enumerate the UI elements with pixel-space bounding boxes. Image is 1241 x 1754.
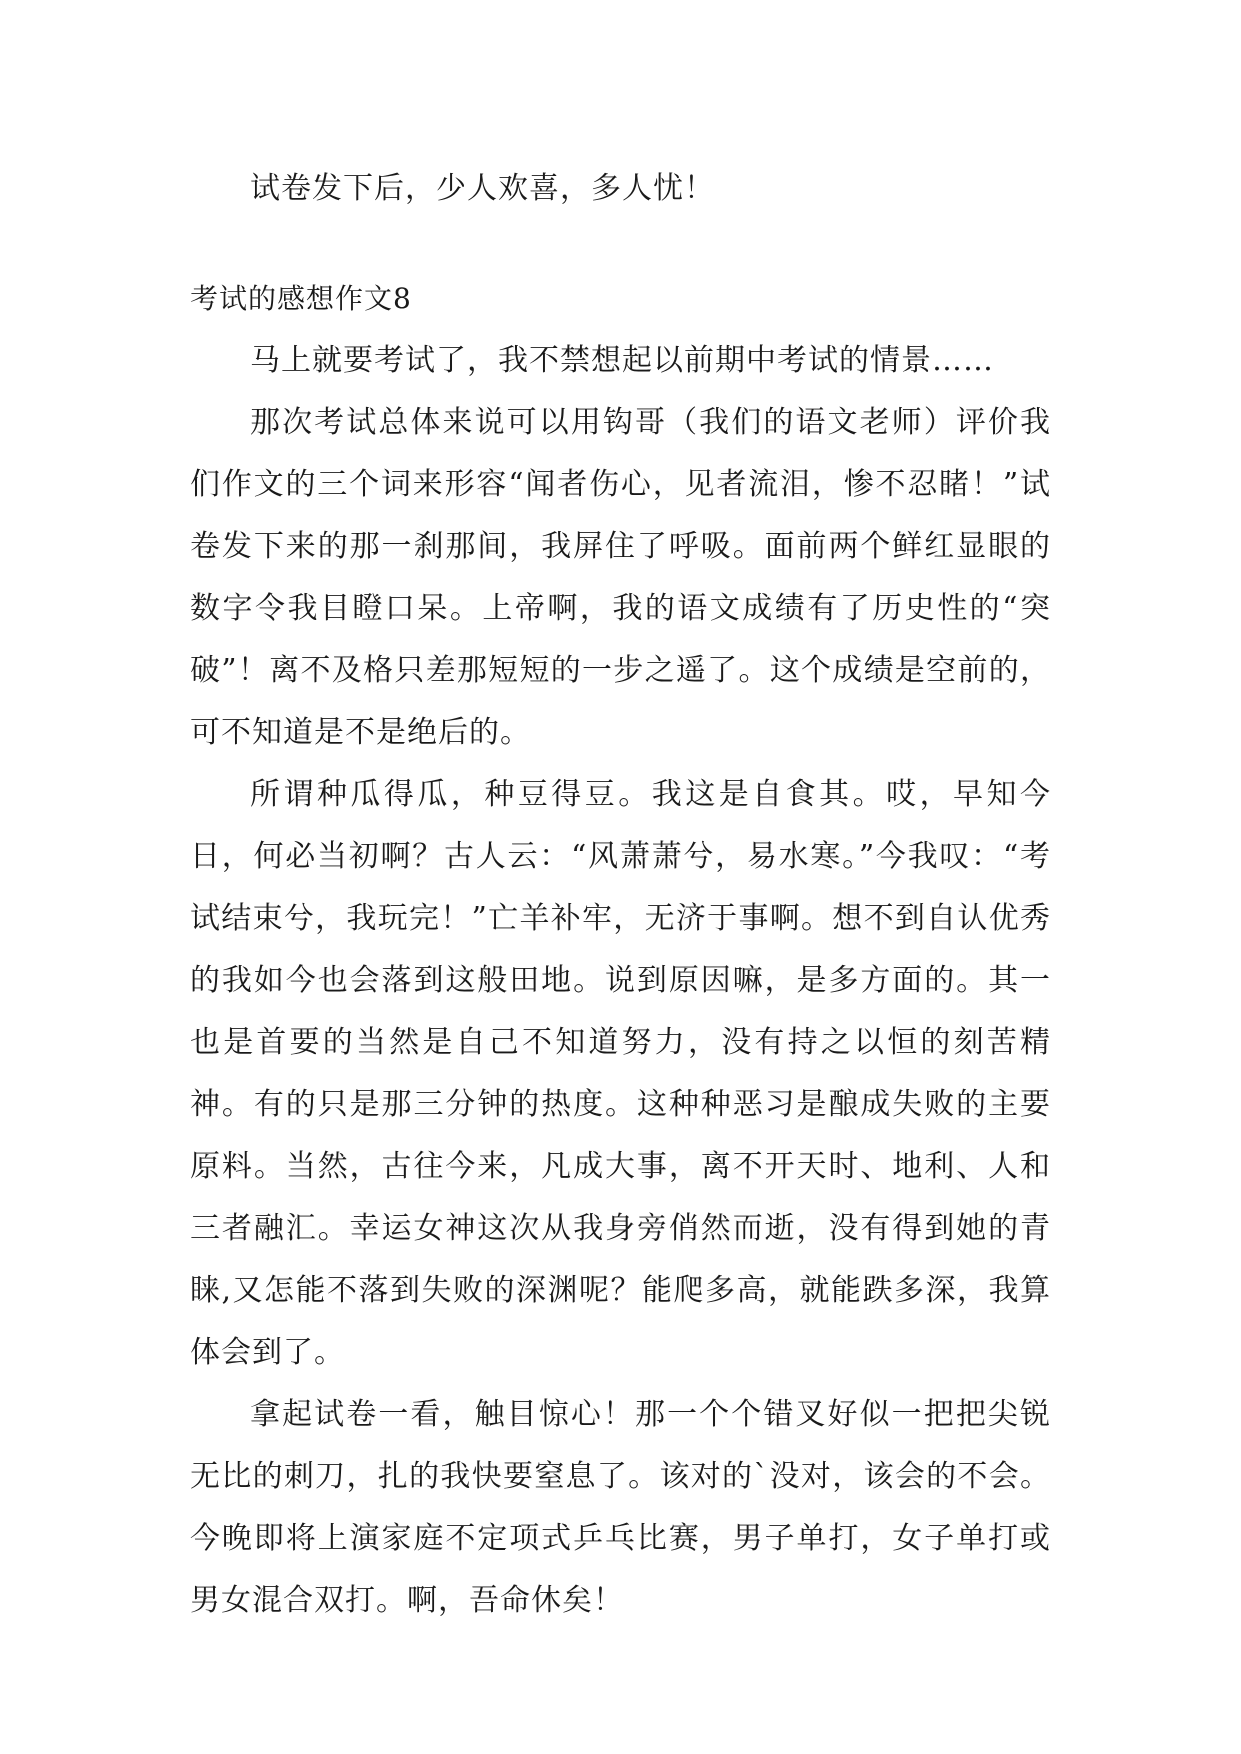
body-paragraph-3: 所谓种瓜得瓜，种豆得豆。我这是自食其。哎，早知今日，何必当初啊？古人云：“风萧萧兮，易水寒。”今我叹：“考试结束兮，我玩完！”亡羊补牢，无济于事啊。想不到自认优秀的我如今也会落到这般田地。说到原因嘛，是多方面的。其一也是首要的当然是自己不知道努力，没有持之以恒的刻苦精神。有的只是那三分钟的热度。这种种恶习是酿成失败的主要原料。当然，古往今来，凡成大事，离不开天时、地利、人和三者融汇。幸运女神这次从我身旁俏然而逝，没有得到她的青睐,又怎能不落到失败的深渊呢？能爬多高，就能跌多深，我算体会到了。	[190, 777, 1051, 1370]
intro-paragraph: 试卷发下后，少人欢喜，多人忧！	[250, 171, 715, 206]
body-paragraph-2: 那次考试总体来说可以用钩哥（我们的语文老师）评价我们作文的三个词来形容“闻者伤心，见者流泪，惨不忍睹！”试卷发下来的那一刹那间，我屏住了呼吸。面前两个鲜红显眼的数字令我目瞪口呆。上帝啊，我的语文成绩有了历史性的“突破”！离不及格只差那短短的一步之遥了。这个成绩是空前的，可不知道是不是绝后的。	[190, 405, 1051, 750]
body-paragraph-1: 马上就要考试了，我不禁想起以前期中考试的情景……	[250, 343, 994, 378]
body-paragraph-4: 拿起试卷一看，触目惊心！那一个个错叉好似一把把尖锐无比的刺刀，扎的我快要窒息了。该对的`没对，该会的不会。今晚即将上演家庭不定项式乒乓比赛，男子单打，女子单打或男女混合双打。啊，吾命休矣！	[190, 1397, 1051, 1618]
document-content	[190, 158, 1051, 1632]
section-title: 考试的感想作文8	[190, 282, 412, 315]
